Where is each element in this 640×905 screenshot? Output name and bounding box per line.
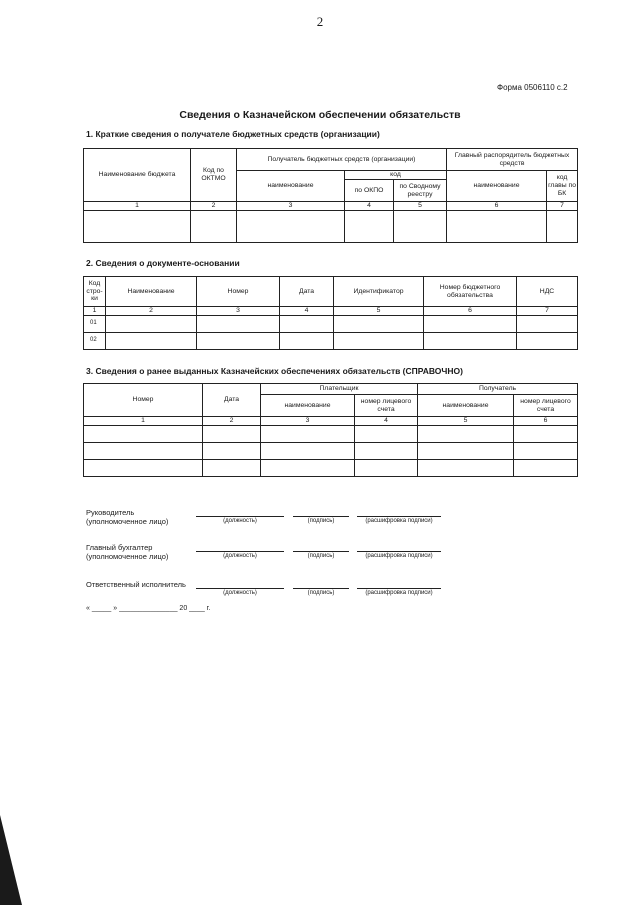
- col-number: 4: [280, 307, 334, 316]
- data-cell[interactable]: [514, 425, 578, 442]
- data-cell[interactable]: [424, 315, 517, 332]
- header-identifier: Идентификатор: [334, 277, 424, 307]
- header-recipient: Получатель бюджетных средств (организации): [237, 149, 447, 171]
- header-vat: НДС: [517, 277, 578, 307]
- header-name2: наименование: [447, 171, 547, 202]
- basis-document-table: [83, 276, 578, 350]
- signature-line[interactable]: [293, 588, 349, 589]
- col-number: 2: [191, 202, 237, 211]
- data-cell[interactable]: [355, 459, 418, 476]
- data-cell[interactable]: [84, 459, 203, 476]
- data-cell[interactable]: [418, 459, 514, 476]
- data-cell[interactable]: [355, 425, 418, 442]
- signature-line[interactable]: [357, 516, 441, 517]
- executor-label: Ответственный исполнитель: [86, 580, 186, 589]
- caption-signature: (подпись): [307, 590, 335, 596]
- header-chapter: код главы по БК: [547, 171, 578, 202]
- data-cell[interactable]: [106, 315, 197, 332]
- accountant-label: Главный бухгалтер (уполномоченное лицо): [86, 543, 169, 562]
- col-number: 3: [237, 202, 345, 211]
- data-cell[interactable]: [84, 425, 203, 442]
- data-cell[interactable]: [334, 332, 424, 349]
- data-cell[interactable]: [197, 332, 280, 349]
- col-number: 4: [345, 202, 394, 211]
- document-title: Сведения о Казначейском обеспечении обязательств: [179, 109, 461, 121]
- data-cell[interactable]: [514, 459, 578, 476]
- signature-line[interactable]: [293, 551, 349, 552]
- scan-shadow: [0, 815, 22, 905]
- header-oktmo: Код по ОКТМО: [191, 149, 237, 202]
- header-number: Номер: [84, 384, 203, 417]
- data-cell[interactable]: [203, 459, 261, 476]
- header-obligation-number: Номер бюджетного обязательства: [424, 277, 517, 307]
- col-number: 6: [447, 202, 547, 211]
- data-cell[interactable]: [394, 210, 447, 242]
- col-number: 4: [355, 417, 418, 426]
- caption-position: (должность): [223, 518, 257, 524]
- head-label: Руководитель (уполномоченное лицо): [86, 508, 169, 527]
- col-number: 7: [547, 202, 578, 211]
- data-cell[interactable]: [261, 442, 355, 459]
- data-cell[interactable]: [280, 332, 334, 349]
- page-number: 2: [316, 14, 324, 29]
- header-payer-name: наименование: [261, 395, 355, 417]
- header-okpo: по ОКПО: [345, 180, 394, 202]
- col-number: 3: [197, 307, 280, 316]
- header-code: код: [345, 171, 447, 180]
- caption-signature: (подпись): [307, 518, 335, 524]
- row-code: 02: [84, 332, 106, 349]
- data-cell[interactable]: [334, 315, 424, 332]
- header-registry: по Сводному реестру: [394, 180, 447, 202]
- data-cell[interactable]: [203, 442, 261, 459]
- data-cell[interactable]: [345, 210, 394, 242]
- data-cell[interactable]: [237, 210, 345, 242]
- row-code: 01: [84, 315, 106, 332]
- signature-line[interactable]: [293, 516, 349, 517]
- data-cell[interactable]: [84, 442, 203, 459]
- data-cell[interactable]: [106, 332, 197, 349]
- data-cell[interactable]: [517, 315, 578, 332]
- data-cell[interactable]: [261, 459, 355, 476]
- header-number: Номер: [197, 277, 280, 307]
- col-number: 2: [203, 417, 261, 426]
- col-number: 5: [394, 202, 447, 211]
- data-cell[interactable]: [418, 425, 514, 442]
- header-recipient: Получатель: [418, 384, 578, 395]
- caption-signature: (подпись): [307, 553, 335, 559]
- header-date: Дата: [203, 384, 261, 417]
- caption-decode: (расшифровка подписи): [365, 590, 433, 596]
- data-cell[interactable]: [203, 425, 261, 442]
- header-recipient-name: наименование: [418, 395, 514, 417]
- data-cell[interactable]: [355, 442, 418, 459]
- col-number: 3: [261, 417, 355, 426]
- section1-heading: 1. Краткие сведения о получателе бюджетных средств (организации): [86, 129, 380, 139]
- recipient-table: [83, 148, 578, 243]
- date-line[interactable]: « _____ » _______________ 20 ____ г.: [86, 605, 211, 612]
- data-cell[interactable]: [418, 442, 514, 459]
- data-cell[interactable]: [280, 315, 334, 332]
- col-number: 5: [334, 307, 424, 316]
- header-line-code: Код стро-ки: [84, 277, 106, 307]
- col-number: 5: [418, 417, 514, 426]
- data-cell[interactable]: [447, 210, 547, 242]
- col-number: 2: [106, 307, 197, 316]
- col-number: 1: [84, 307, 106, 316]
- data-cell[interactable]: [514, 442, 578, 459]
- data-cell[interactable]: [517, 332, 578, 349]
- data-cell[interactable]: [547, 210, 578, 242]
- caption-position: (должность): [223, 553, 257, 559]
- form-code: Форма 0506110 с.2: [497, 83, 568, 92]
- col-number: 7: [517, 307, 578, 316]
- data-cell[interactable]: [424, 332, 517, 349]
- caption-decode: (расшифровка подписи): [365, 553, 433, 559]
- header-payer: Плательщик: [261, 384, 418, 395]
- caption-position: (должность): [223, 590, 257, 596]
- header-payer-account: номер лицевого счета: [355, 395, 418, 417]
- header-name: Наименование: [106, 277, 197, 307]
- col-number: 1: [84, 202, 191, 211]
- header-date: Дата: [280, 277, 334, 307]
- data-cell[interactable]: [197, 315, 280, 332]
- header-budget: Наименование бюджета: [84, 149, 191, 202]
- col-number: 1: [84, 417, 203, 426]
- header-manager: Главный распорядитель бюджетных средств: [447, 149, 578, 171]
- col-number: 6: [424, 307, 517, 316]
- signature-line[interactable]: [196, 588, 284, 589]
- caption-decode: (расшифровка подписи): [365, 518, 433, 524]
- signature-line[interactable]: [357, 588, 441, 589]
- data-cell[interactable]: [84, 210, 191, 242]
- signature-line[interactable]: [196, 551, 284, 552]
- section2-heading: 2. Сведения о документе-основании: [86, 258, 240, 268]
- signature-line[interactable]: [357, 551, 441, 552]
- signature-line[interactable]: [196, 516, 284, 517]
- header-name: наименование: [237, 171, 345, 202]
- section3-heading: 3. Сведения о ранее выданных Казначейских обеспечениях обязательств (СПРАВОЧНО): [86, 366, 463, 376]
- col-number: 6: [514, 417, 578, 426]
- data-cell[interactable]: [191, 210, 237, 242]
- data-cell[interactable]: [261, 425, 355, 442]
- header-recipient-account: номер лицевого счета: [514, 395, 578, 417]
- previous-provisions-table: [83, 383, 578, 477]
